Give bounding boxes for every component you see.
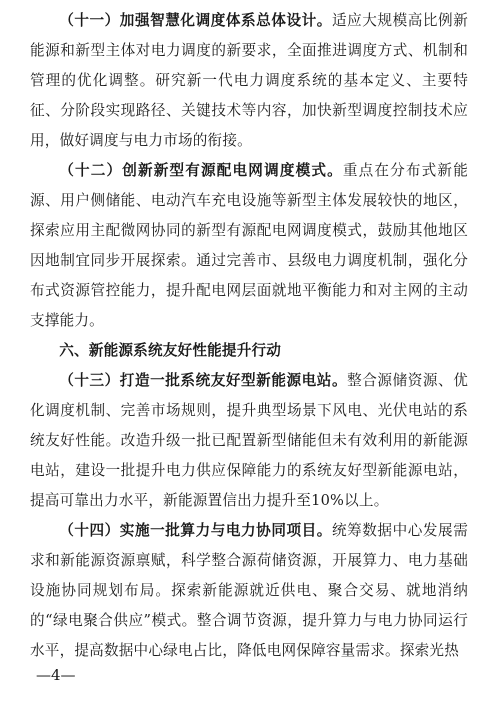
paragraph-13-heading: （十三）打造一批系统友好型新能源电站。 — [59, 372, 348, 389]
paragraph-11 — [30, 6, 468, 156]
section-heading: 六、新能源系统友好性能提升行动 — [59, 342, 282, 359]
page-number: —4— — [36, 666, 76, 684]
paragraph-14-text: 统筹数据中心发展需求和新能源资源禀赋，科学整合源荷储资源，开展算力、电力基础设施协同规划布局。探索新能源就近供电、聚合交易、就地消纳的“绿电聚合供应”模式。整合调节资源，提升算力与电力协同运行水平，提高数据中心绿电占比，降低电网保障容量需求。探索光热 — [30, 522, 468, 659]
paragraph-14 — [30, 516, 468, 666]
document-body — [30, 6, 468, 666]
paragraph-13 — [30, 366, 468, 516]
paragraph-12-heading: （十二）创新新型有源配电网调度模式。 — [59, 162, 343, 179]
paragraph-14-heading: （十四）实施一批算力与电力协同项目。 — [59, 522, 332, 539]
paragraph-12-text: 重点在分布式新能源、用户侧储能、电动汽车充电设施等新型主体发展较快的地区，探索应用主配微网协同的新型有源配电网调度模式，鼓励其他地区因地制宜同步开展探索。通过完善市、县级电力调度机制，强化分布式资源管控能力，提升配电网层面就地平衡能力和对主网的主动支撑能力。 — [30, 162, 468, 329]
paragraph-11-heading: （十一）加强智慧化调度体系总体设计。 — [59, 12, 332, 29]
paragraph-11-text: 适应大规模高比例新能源和新型主体对电力调度的新要求，全面推进调度方式、机制和管理的优化调整。研究新一代电力调度系统的基本定义、主要特征、分阶段实现路径、关键技术等内容，加快新型调度控制技术应用，做好调度与电力市场的衔接。 — [30, 12, 468, 149]
paragraph-13-text: 整合源储资源、优化调度机制、完善市场规则，提升典型场景下风电、光伏电站的系统友好性能。改造升级一批已配置新型储能但未有效利用的新能源电站，建设一批提升电力供应保障能力的系统友好型新能源电站，提高可靠出力水平，新能源置信出力提升至10%以上。 — [30, 372, 468, 509]
paragraph-12 — [30, 156, 468, 336]
